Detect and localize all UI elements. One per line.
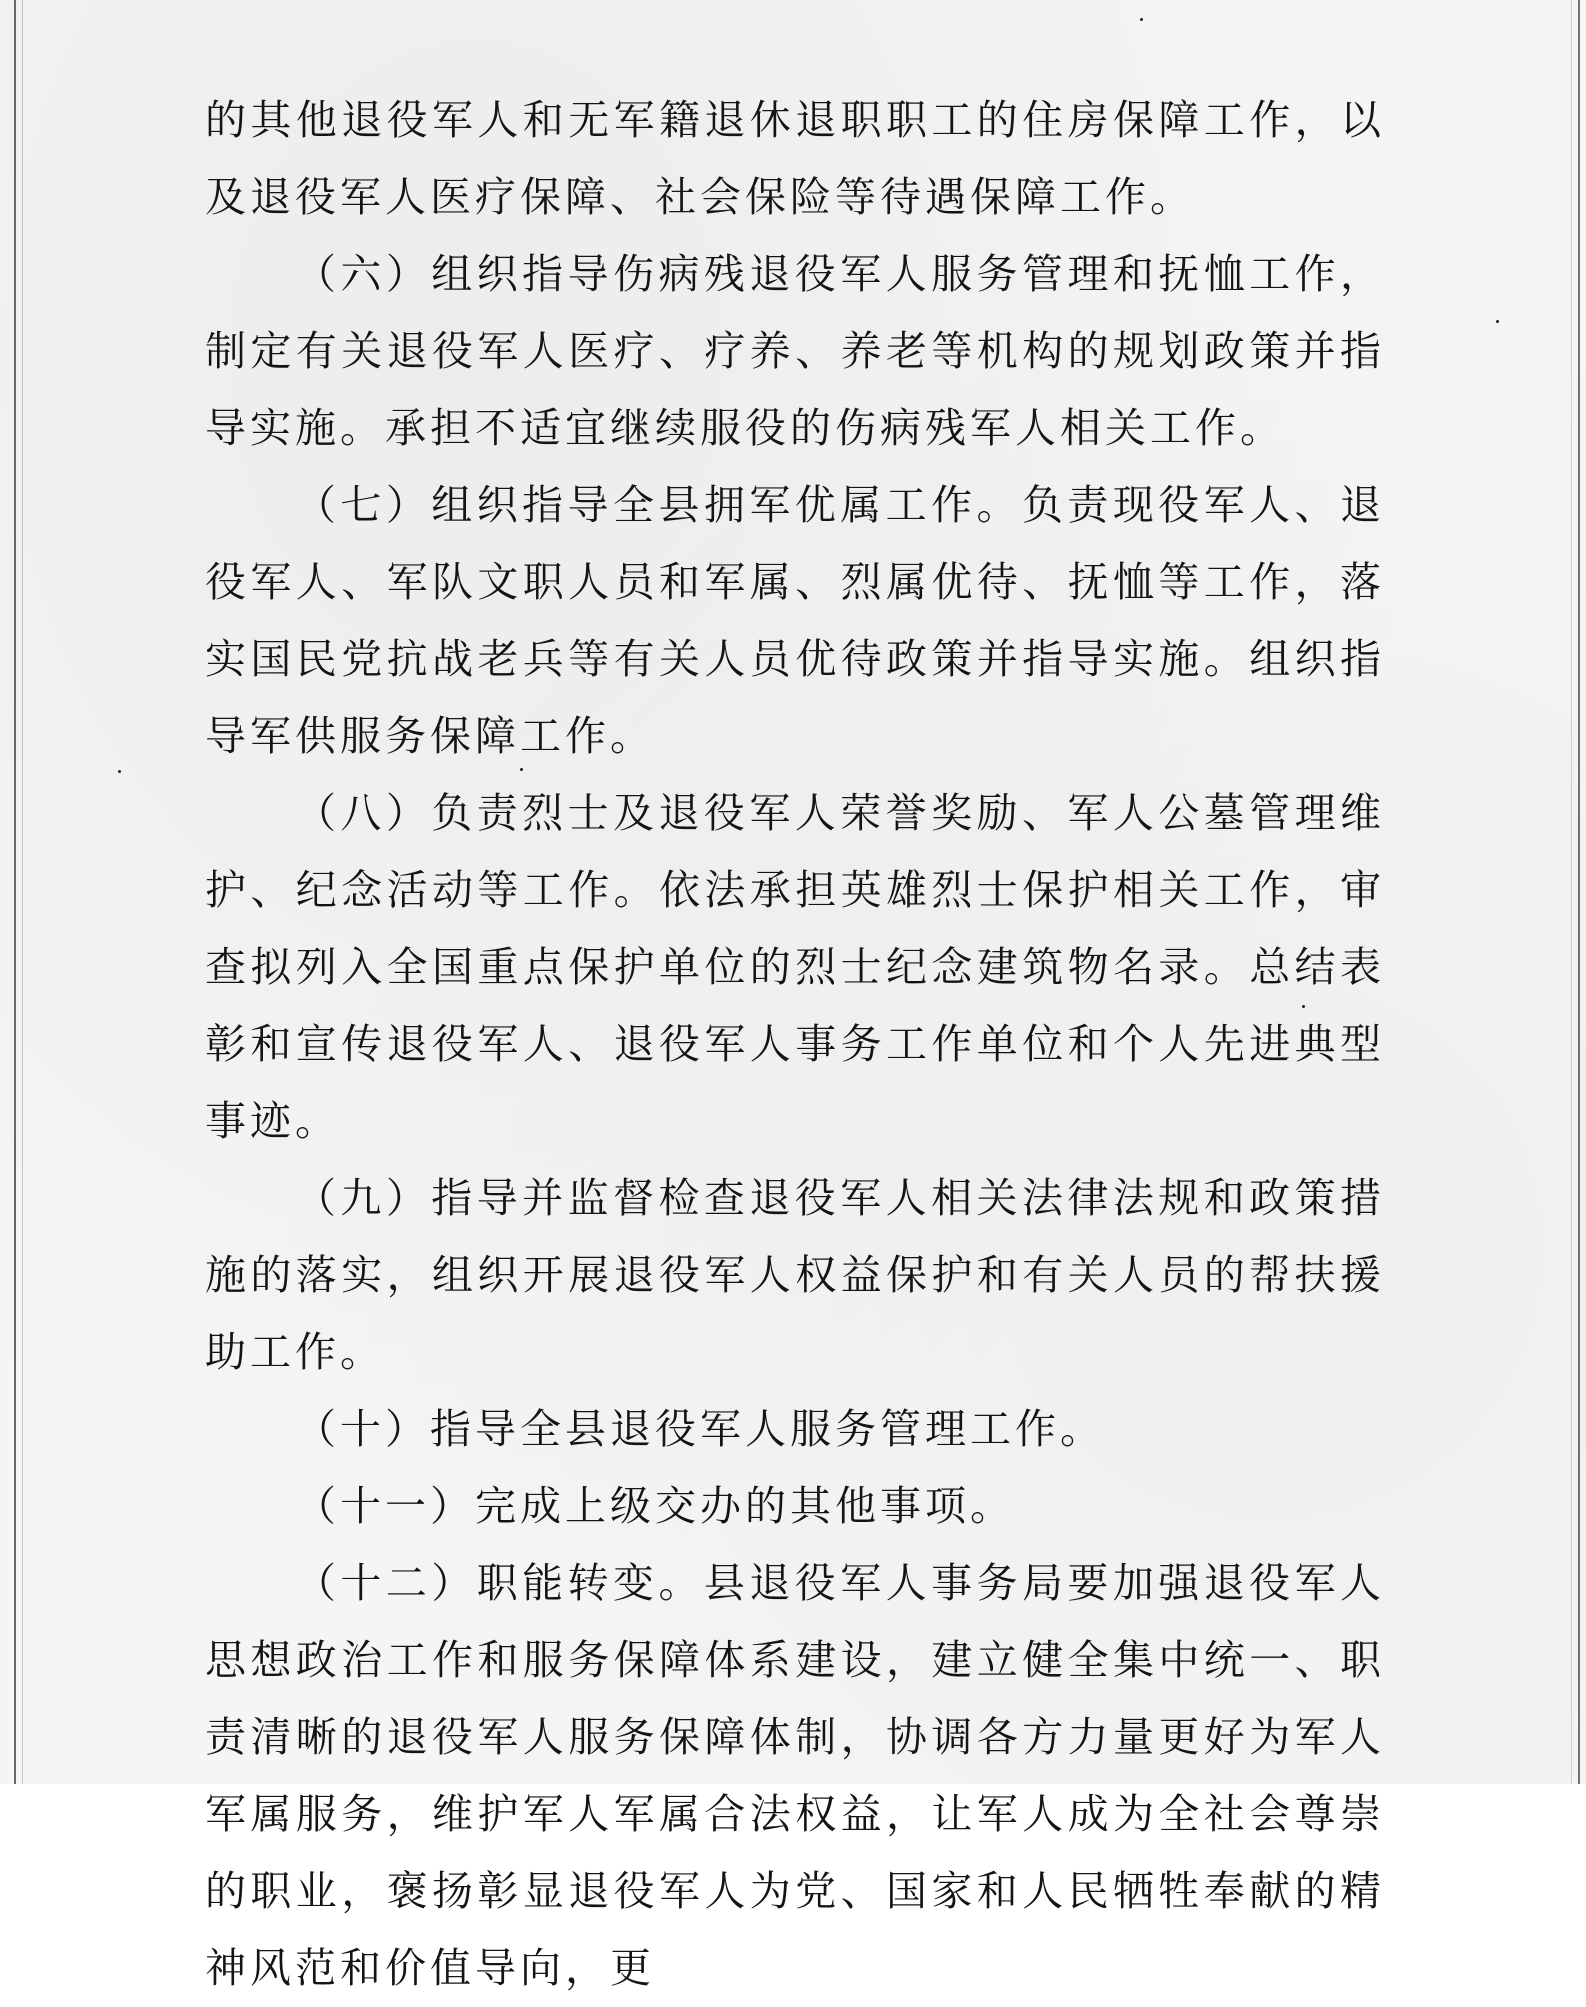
- scan-speck: [118, 770, 121, 773]
- scan-left-edge-shadow: [22, 0, 23, 1784]
- paragraph-item-12: （十二）职能转变。县退役军人事务局要加强退役军人思想政治工作和服务保障体系建设，建立健全集中统一、职责清晰的退役军人服务保障体制，协调各方力量更好为军人军属服务，维护军人军属合法权益，让军人成为全社会尊崇的职业，褒扬彰显退役军人为党、国家和人民牺牲奉献的精神风范和价值导向，更: [205, 1559, 1385, 1992]
- scan-speck: [1496, 320, 1499, 323]
- paragraph-item-10: （十）指导全县退役军人服务管理工作。: [295, 1405, 1105, 1453]
- paragraph-continuation: 的其他退役军人和无军籍退休退职职工的住房保障工作，以及退役军人医疗保障、社会保险等待遇保障工作。: [205, 96, 1385, 221]
- paragraph-item-11: （十一）完成上级交办的其他事项。: [295, 1482, 1015, 1530]
- paragraph-item-8: （八）负责烈士及退役军人荣誉奖励、军人公墓管理维护、纪念活动等工作。依法承担英雄烈士保护相关工作，审查拟列入全国重点保护单位的烈士纪念建筑物名录。总结表彰和宣传退役军人、退役军人事务工作单位和个人先进典型事迹。: [205, 789, 1385, 1145]
- scan-left-edge: [14, 0, 16, 1784]
- scan-right-edge-shadow: [1571, 0, 1572, 1784]
- paragraph-item-7: （七）组织指导全县拥军优属工作。负责现役军人、退役军人、军队文职人员和军属、烈属优待、抚恤等工作，落实国民党抗战老兵等有关人员优待政策并指导实施。组织指导军供服务保障工作。: [205, 481, 1385, 760]
- scan-speck: [1140, 18, 1143, 21]
- scan-right-edge: [1578, 0, 1580, 1784]
- paragraph-item-9: （九）指导并监督检查退役军人相关法律法规和政策措施的落实，组织开展退役军人权益保护和有关人员的帮扶援助工作。: [205, 1174, 1385, 1376]
- document-body: [205, 82, 1385, 2007]
- paragraph-item-6: （六）组织指导伤病残退役军人服务管理和抚恤工作，制定有关退役军人医疗、疗养、养老等机构的规划政策并指导实施。承担不适宜继续服役的伤病残军人相关工作。: [205, 250, 1385, 452]
